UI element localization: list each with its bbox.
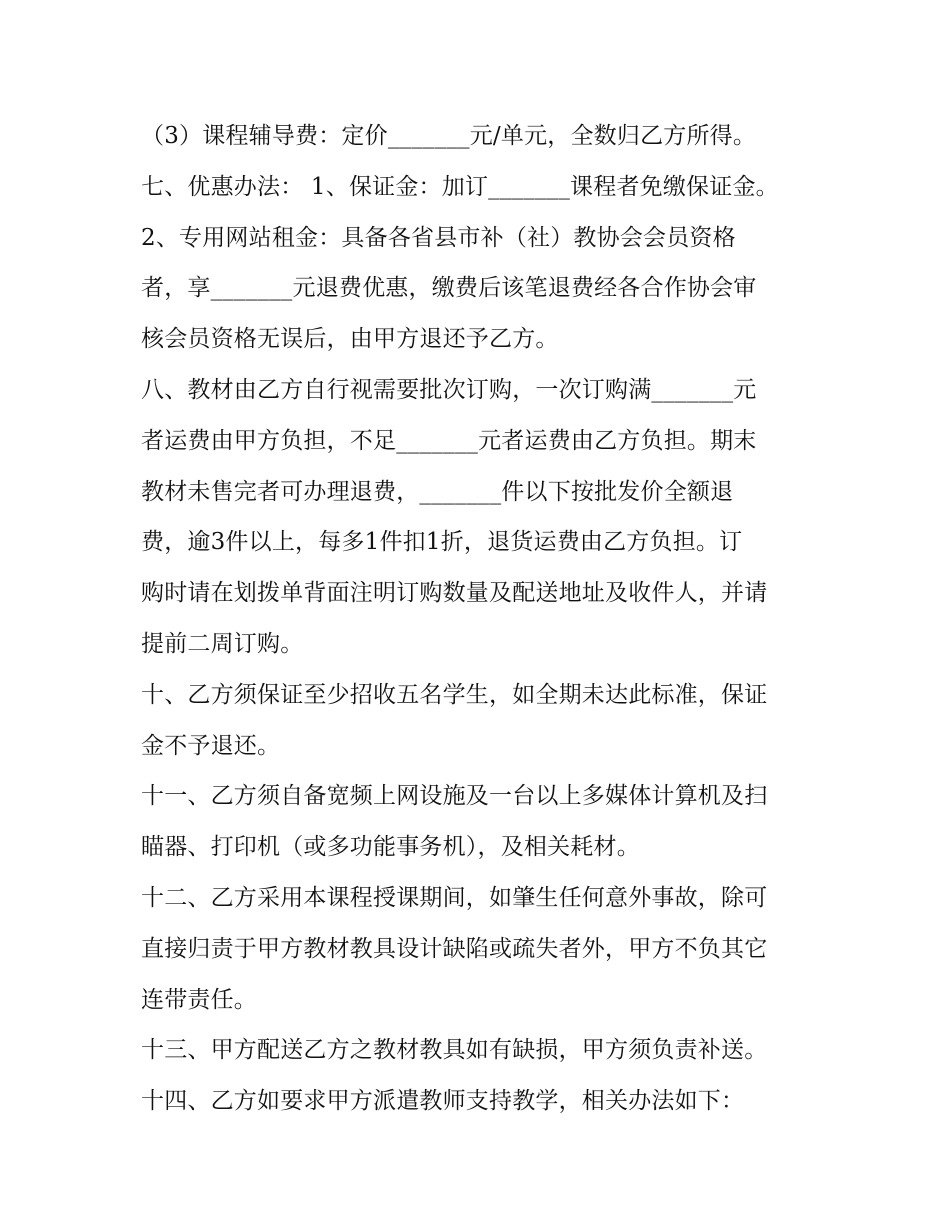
text-line: 金不予退还。 [141, 732, 281, 759]
text-line: 教材未售完者可办理退费，_______件以下按批发价全额退 [141, 478, 734, 505]
text-line: 费，逾3件以上，每多1件扣1折，退货运费由乙方负担。订 [141, 529, 743, 556]
text-line: 2、专用网站租金：具备各省县市补（社）教协会会员资格 [141, 224, 736, 251]
text-line: 购时请在划拨单背面注明订购数量及配送地址及收件人，并请 [141, 580, 768, 607]
text-line: 十四、乙方如要求甲方派遣教师支持教学，相关办法如下： [141, 1088, 745, 1115]
text-line: 十一、乙方须自备宽频上网设施及一台以上多媒体计算机及扫 [141, 783, 768, 810]
text-line: （3）课程辅导费：定价_______元/单元，全数归乙方所得。 [141, 123, 757, 149]
document-body [141, 111, 821, 1127]
text-line: 十二、乙方采用本课程授课期间，如肇生任何意外事故，除可 [141, 884, 768, 911]
text-line: 直接归责于甲方教材教具设计缺陷或疏失者外，甲方不负其它 [141, 935, 768, 962]
text-line: 者运费由甲方负担，不足_______元者运费由乙方负担。期末 [141, 427, 757, 454]
text-line: 者，享_______元退费优惠，缴费后该笔退费经各合作协会审 [141, 275, 757, 302]
text-line: 核会员资格无误后，由甲方退还予乙方。 [141, 326, 559, 353]
text-line: 八、教材由乙方自行视需要批次订购，一次订购满_______元 [141, 376, 757, 403]
text-line: 提前二周订购。 [141, 630, 304, 657]
text-line: 连带责任。 [141, 986, 257, 1013]
text-line: 七、优惠办法： 1、保证金：加订_______课程者免缴保证金。 [141, 173, 779, 200]
text-line: 瞄器、打印机（或多功能事务机），及相关耗材。 [141, 834, 640, 861]
text-line: 十、乙方须保证至少招收五名学生，如全期未达此标准，保证 [141, 681, 768, 708]
text-line: 十三、甲方配送乙方之教材教具如有缺损，甲方须负责补送。 [141, 1037, 768, 1064]
